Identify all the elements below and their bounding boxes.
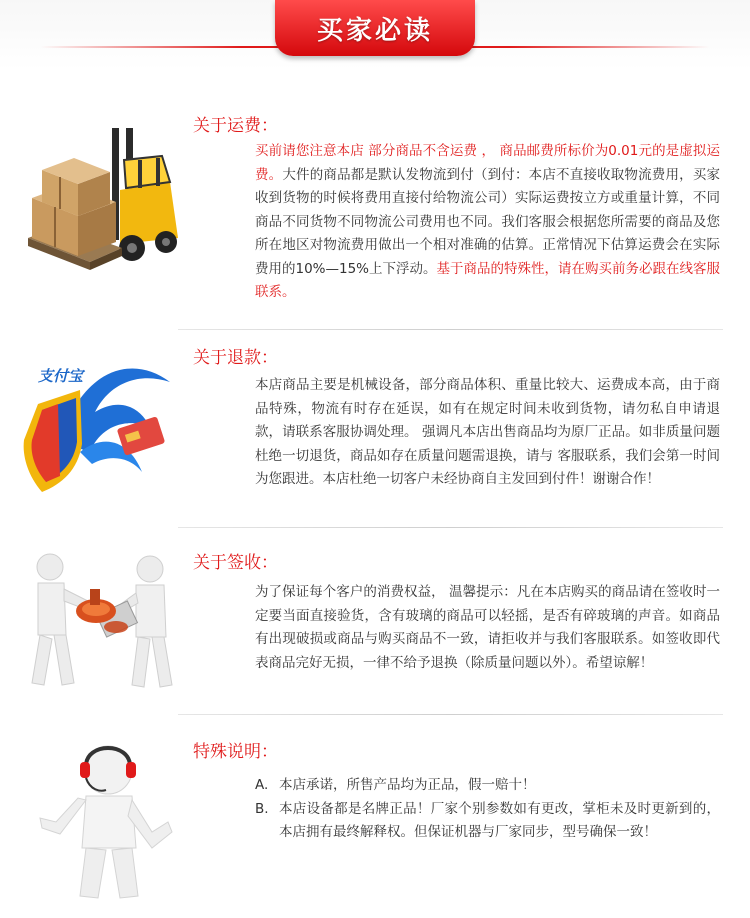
signing-title: 关于签收： [193,553,278,573]
alipay-logo: 支付宝 [38,367,84,385]
list-letter: B. [255,800,269,817]
forklift-boxes-icon [20,120,180,280]
headset-figure-icon [20,736,180,906]
divider [178,329,723,330]
header-banner [275,0,475,56]
shipping-text [255,140,720,305]
shipping-title: 关于运费： [193,116,278,136]
shipping-red-contact: 基于商品的特殊性，请在购买前务必跟在线客服联系。 [255,260,721,300]
divider [178,527,723,528]
special-title: 特殊说明： [193,742,278,762]
refund-body: 本店商品主要是机械设备，部分商品体积、重量比较大、运费成本高，由于商品特殊，物流有时存在延误，如有在规定时间未收到货物，请勿私自申请退款，请联系客服协调处理。 强调凡本店出售商品均为原厂正品。如非质量问题杜绝一切退货，商品如存在质量问题需退换，请与 客服联系，我们会第一时间为您跟进。本店杜绝一切客户未经协商自主发回到付件！谢谢合作！ [255,377,720,487]
list-text: 本店承诺，所售产品均为正品，假一赔十！ [279,777,536,793]
divider [178,714,723,715]
list-text: 本店设备都是名牌正品！厂家个别参数如有更改，掌柜未及时更新到的，本店拥有最终解释权。但保证机器与厂家同步，型号确保一致！ [279,800,720,840]
list-item [255,798,720,845]
shipping-body: 大件的商品都是默认发物流到付（到付：本店不直接收取物流费用，买家收到货物的时候将费用直接付给物流公司）实际运费按立方或重量计算，不同商品不同货物不同物流公司费用也不同。我们客服会根据您所需要的商品及您所在地区对物流费用做出一个相对准确的估算。正常情况下估算运费会在实际费用的10%—15%上下浮动。 [255,166,721,277]
handover-figures-icon [20,545,185,695]
special-list [255,774,720,845]
refund-title: 关于退款： [193,348,278,368]
signing-body: 为了保证每个客户的消费权益， 温馨提示：凡在本店购买的商品请在签收时一定要当面直接验货，含有玻璃的商品可以轻摇，是否有碎玻璃的声音。如商品有出现破损或商品与购买商品不一致，请拒收并与我们客服联系。如签收即代表商品完好无损，一律不给予退换（除质量问题以外）。希望谅解！ [255,584,720,671]
page-title: 买家必读 [316,15,433,46]
list-item [255,774,720,798]
list-letter: A. [255,777,269,793]
shipping-red-notice: 买前请您注意本店 部分商品不含运费 ， 商品邮费所标价为0.01元的是虚拟运费。 [255,143,720,183]
